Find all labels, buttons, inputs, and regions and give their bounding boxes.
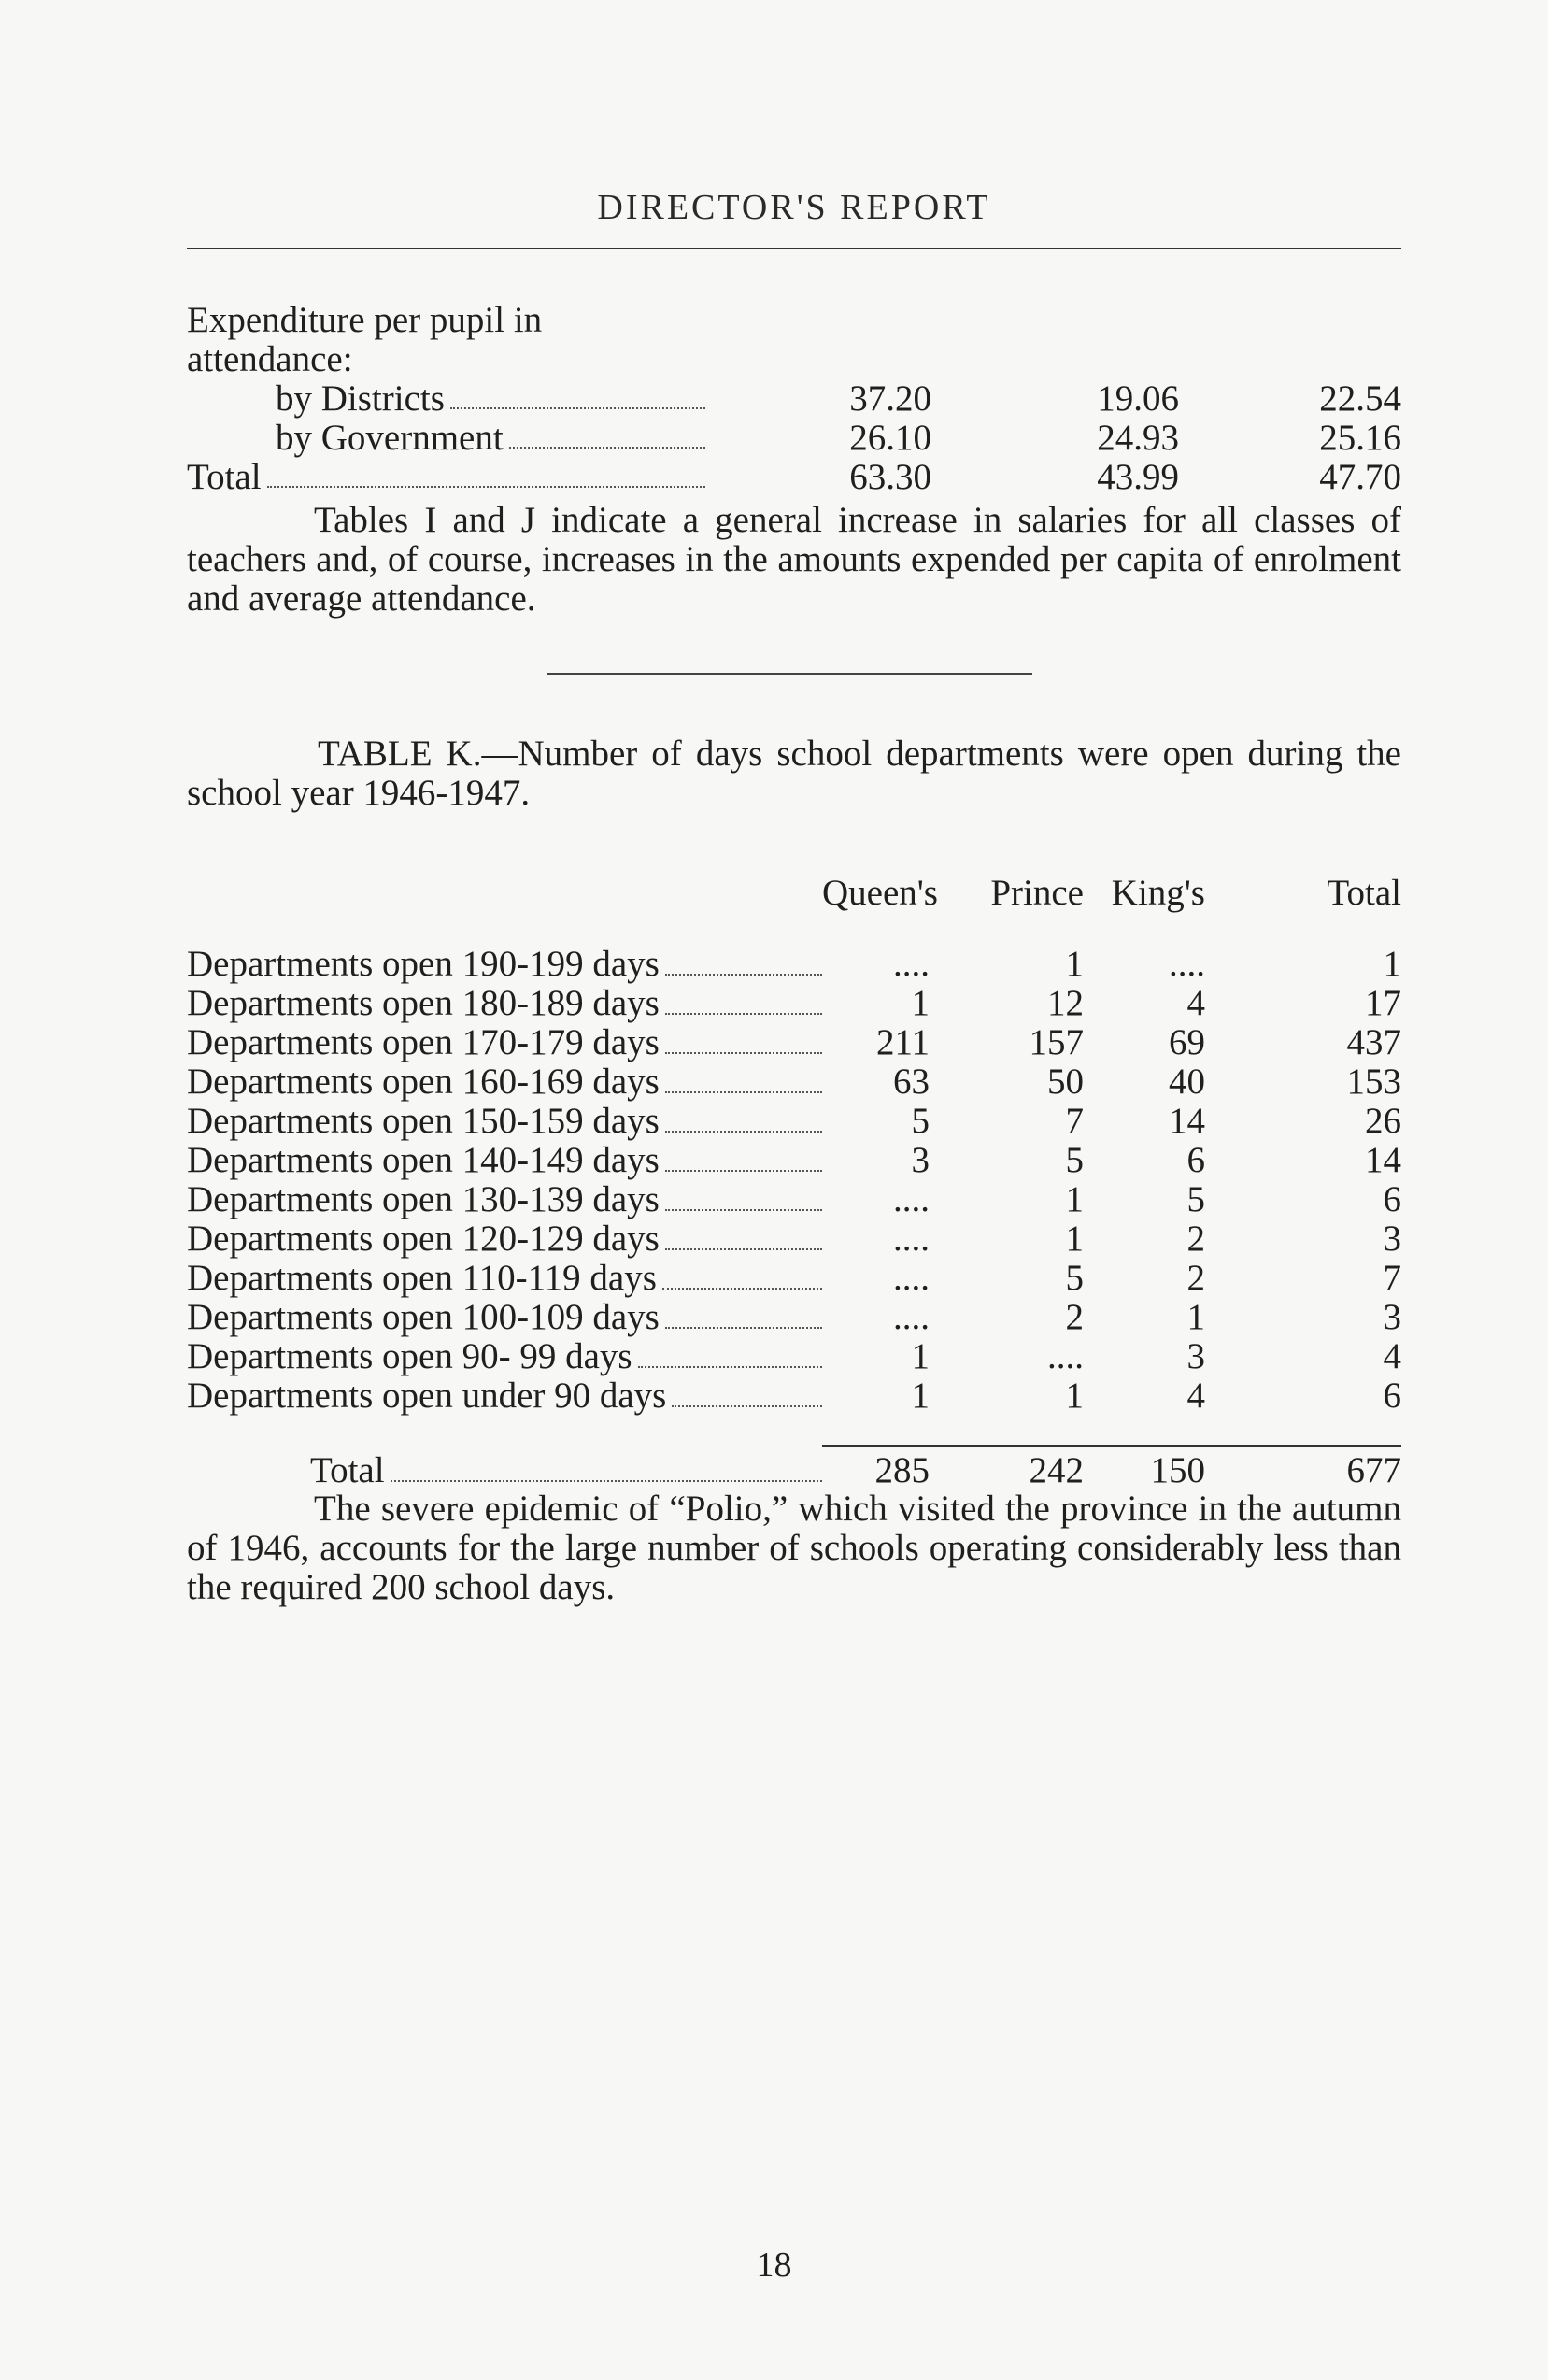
cell-kings: .... bbox=[1169, 944, 1205, 984]
dot-leader bbox=[665, 1209, 822, 1211]
paragraph-polio: The severe epidemic of “Polio,” which visited the province in the autumn of 1946, accounts for the large number of schools operating considerably less than the required 200 school days. bbox=[187, 1489, 1401, 1607]
table-row bbox=[187, 1260, 1401, 1299]
dot-leader bbox=[665, 1248, 822, 1250]
cell-queens: .... bbox=[893, 1179, 930, 1219]
table-row bbox=[187, 985, 1401, 1024]
row-label: Departments open 180-189 days bbox=[187, 983, 660, 1023]
cell-queens: 211 bbox=[875, 1022, 930, 1062]
column-header-total: Total bbox=[1327, 873, 1401, 913]
cell-total: 26 bbox=[1365, 1101, 1401, 1141]
row-label: Departments open 120-129 days bbox=[187, 1219, 660, 1259]
table-k-caption: TABLE K.—Number of days school departments were open during the school year 1946-1947. bbox=[187, 734, 1401, 813]
total-cell-kings: 150 bbox=[1150, 1450, 1205, 1490]
cell-queens: 1 bbox=[911, 1375, 930, 1416]
table-row bbox=[187, 1181, 1401, 1220]
cell-total: 4 bbox=[1383, 1336, 1401, 1376]
cell-kings: 3 bbox=[1186, 1336, 1205, 1376]
table-body bbox=[187, 946, 1401, 1417]
cell-queens: .... bbox=[893, 1297, 930, 1337]
total-cell-prince: 242 bbox=[1029, 1450, 1084, 1490]
row-label: Departments open 150-159 days bbox=[187, 1101, 660, 1141]
table-row bbox=[187, 1377, 1401, 1417]
cell-kings: 6 bbox=[1186, 1140, 1205, 1180]
cell-prince: 1 bbox=[1065, 944, 1084, 984]
table-row bbox=[187, 1338, 1401, 1377]
table-k bbox=[187, 858, 1401, 1491]
cell-kings: 14 bbox=[1169, 1101, 1205, 1141]
expenditure-value: 43.99 bbox=[1097, 457, 1179, 497]
cell-kings: 4 bbox=[1186, 1375, 1205, 1416]
cell-prince: 50 bbox=[1047, 1062, 1084, 1102]
row-label: Departments open 170-179 days bbox=[187, 1022, 660, 1062]
cell-total: 6 bbox=[1383, 1179, 1401, 1219]
page-number: 18 bbox=[756, 2245, 792, 2285]
cell-prince: 1 bbox=[1065, 1375, 1084, 1416]
row-label: Departments open 90- 99 days bbox=[187, 1336, 632, 1376]
cell-total: 437 bbox=[1346, 1022, 1401, 1062]
dot-leader bbox=[662, 1288, 822, 1290]
dot-leader bbox=[665, 1327, 822, 1329]
cell-queens: 5 bbox=[911, 1101, 930, 1141]
cell-prince: 157 bbox=[1029, 1022, 1084, 1062]
dot-leader bbox=[391, 1480, 822, 1482]
cell-prince: .... bbox=[1047, 1336, 1084, 1376]
row-label: Departments open 160-169 days bbox=[187, 1062, 660, 1102]
page-header: DIRECTOR'S REPORT bbox=[597, 188, 991, 227]
cell-kings: 2 bbox=[1186, 1219, 1205, 1259]
cell-kings: 1 bbox=[1186, 1297, 1205, 1337]
expenditure-value: 37.20 bbox=[849, 378, 931, 419]
dot-leader bbox=[638, 1366, 822, 1368]
cell-prince: 5 bbox=[1065, 1140, 1084, 1180]
expenditure-row-districts bbox=[187, 379, 1401, 419]
section-divider bbox=[547, 673, 1032, 675]
total-label: Total bbox=[310, 1450, 385, 1490]
row-label: Departments open 190-199 days bbox=[187, 944, 660, 984]
row-label: Departments open 100-109 days bbox=[187, 1297, 660, 1337]
cell-queens: 3 bbox=[911, 1140, 930, 1180]
cell-prince: 5 bbox=[1065, 1258, 1084, 1298]
total-cell-queens: 285 bbox=[874, 1450, 930, 1490]
expenditure-row-label: Total bbox=[187, 457, 262, 497]
cell-prince: 1 bbox=[1065, 1179, 1084, 1219]
cell-prince: 7 bbox=[1065, 1101, 1084, 1141]
cell-kings: 5 bbox=[1186, 1179, 1205, 1219]
expenditure-heading-line2: attendance: bbox=[187, 339, 353, 379]
row-label: Departments open 130-139 days bbox=[187, 1179, 660, 1219]
column-header-kings: King's bbox=[1111, 873, 1205, 913]
row-label: Departments open 140-149 days bbox=[187, 1140, 660, 1180]
cell-prince: 1 bbox=[1065, 1219, 1084, 1259]
cell-kings: 40 bbox=[1169, 1062, 1205, 1102]
cell-total: 7 bbox=[1383, 1258, 1401, 1298]
cell-total: 3 bbox=[1383, 1297, 1401, 1337]
cell-queens: 1 bbox=[911, 983, 930, 1023]
dot-leader bbox=[665, 974, 822, 976]
header-rule bbox=[187, 248, 1401, 249]
expenditure-row-label: by Government bbox=[276, 418, 504, 458]
cell-total: 6 bbox=[1383, 1375, 1401, 1416]
row-label: Departments open under 90 days bbox=[187, 1375, 667, 1416]
total-cell-total: 677 bbox=[1346, 1450, 1401, 1490]
dot-leader bbox=[267, 486, 705, 488]
cell-kings: 69 bbox=[1169, 1022, 1205, 1062]
cell-queens: .... bbox=[893, 1219, 930, 1259]
table-row bbox=[187, 1299, 1401, 1338]
expenditure-value: 22.54 bbox=[1319, 378, 1401, 419]
cell-total: 1 bbox=[1383, 944, 1401, 984]
expenditure-row-government bbox=[187, 419, 1401, 458]
table-row bbox=[187, 946, 1401, 985]
expenditure-value: 47.70 bbox=[1319, 457, 1401, 497]
dot-leader bbox=[665, 1131, 822, 1133]
dot-leader bbox=[672, 1405, 822, 1407]
expenditure-value: 24.93 bbox=[1097, 418, 1179, 458]
table-row bbox=[187, 1063, 1401, 1103]
row-label: Departments open 110-119 days bbox=[187, 1258, 657, 1298]
paragraph-salaries: Tables I and J indicate a general increase in salaries for all classes of teachers and, of course, increases in the amounts expended per capita of enrolment and average attendance. bbox=[187, 500, 1401, 619]
table-row bbox=[187, 1220, 1401, 1260]
dot-leader bbox=[665, 1170, 822, 1172]
table-row bbox=[187, 1024, 1401, 1063]
dot-leader bbox=[665, 1052, 822, 1054]
dot-leader bbox=[665, 1013, 822, 1015]
expenditure-row-label: by Districts bbox=[276, 378, 445, 419]
expenditure-row-total bbox=[187, 458, 1401, 497]
cell-prince: 2 bbox=[1065, 1297, 1084, 1337]
table-row bbox=[187, 1103, 1401, 1142]
expenditure-section bbox=[187, 301, 1401, 497]
dot-leader bbox=[450, 407, 705, 409]
cell-kings: 4 bbox=[1186, 983, 1205, 1023]
table-row bbox=[187, 1142, 1401, 1181]
cell-kings: 2 bbox=[1186, 1258, 1205, 1298]
cell-total: 17 bbox=[1365, 983, 1401, 1023]
cell-queens: .... bbox=[893, 944, 930, 984]
cell-total: 153 bbox=[1346, 1062, 1401, 1102]
expenditure-heading-line1: Expenditure per pupil in bbox=[187, 300, 543, 340]
cell-total: 3 bbox=[1383, 1219, 1401, 1259]
cell-queens: 63 bbox=[893, 1062, 930, 1102]
dot-leader bbox=[665, 1091, 822, 1093]
cell-total: 14 bbox=[1365, 1140, 1401, 1180]
table-total-row bbox=[187, 1447, 1401, 1491]
cell-queens: .... bbox=[893, 1258, 930, 1298]
expenditure-value: 25.16 bbox=[1319, 418, 1401, 458]
dot-leader bbox=[509, 447, 705, 449]
cell-prince: 12 bbox=[1047, 983, 1084, 1023]
cell-queens: 1 bbox=[911, 1336, 930, 1376]
table-header-row bbox=[187, 858, 1401, 914]
column-header-queens: Queen's bbox=[822, 873, 938, 913]
column-header-prince: Prince bbox=[990, 873, 1084, 913]
expenditure-value: 26.10 bbox=[849, 418, 931, 458]
expenditure-value: 63.30 bbox=[849, 457, 931, 497]
expenditure-value: 19.06 bbox=[1097, 378, 1179, 419]
